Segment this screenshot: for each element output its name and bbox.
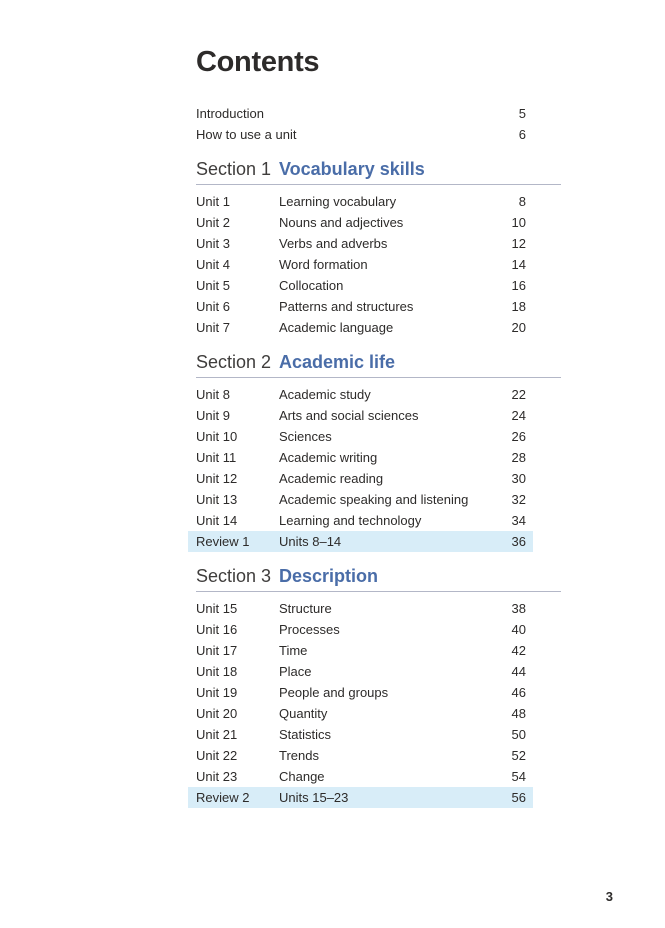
unit-title: Structure (279, 601, 332, 616)
section-title: Vocabulary skills (279, 159, 425, 179)
unit-page: 26 (511, 429, 526, 444)
unit-page: 40 (511, 622, 526, 637)
unit-label: Unit 3 (196, 236, 230, 251)
unit-page: 48 (511, 706, 526, 721)
unit-title: Quantity (279, 706, 328, 721)
section-label: Section 2 (196, 352, 272, 372)
unit-title: Sciences (279, 429, 332, 444)
unit-row (188, 384, 533, 405)
unit-title: Word formation (279, 257, 368, 272)
unit-title: Statistics (279, 727, 332, 742)
unit-label: Unit 6 (196, 299, 230, 314)
unit-title: Units 8–14 (279, 534, 342, 549)
unit-title: Processes (279, 622, 340, 637)
unit-label: Unit 16 (196, 622, 238, 637)
unit-label: Unit 5 (196, 278, 230, 293)
front-matter-label: Introduction (196, 106, 264, 121)
unit-row (188, 489, 533, 510)
unit-row (188, 640, 533, 661)
sections-container (196, 158, 665, 808)
unit-title: Learning vocabulary (279, 194, 397, 209)
unit-label: Unit 1 (196, 194, 230, 209)
unit-label: Unit 22 (196, 748, 238, 763)
unit-label: Unit 19 (196, 685, 238, 700)
section-rule (196, 377, 561, 378)
unit-page: 8 (518, 194, 526, 209)
section-label: Section 1 (196, 159, 272, 179)
section-heading (196, 565, 665, 587)
unit-row (188, 275, 533, 296)
unit-page: 42 (511, 643, 526, 658)
unit-page: 20 (511, 320, 526, 335)
unit-label: Unit 13 (196, 492, 238, 507)
front-matter-page: 6 (518, 127, 526, 142)
section-title: Academic life (279, 352, 396, 372)
unit-label: Unit 12 (196, 471, 238, 486)
section-rows (196, 598, 665, 808)
unit-page: 16 (511, 278, 526, 293)
front-matter-row (188, 103, 533, 124)
unit-label: Review 1 (196, 534, 250, 549)
section-rows (196, 191, 665, 338)
unit-row (188, 598, 533, 619)
section-rule (196, 591, 561, 592)
unit-row (188, 510, 533, 531)
unit-row (188, 619, 533, 640)
unit-label: Unit 14 (196, 513, 238, 528)
section-rows (196, 384, 665, 552)
review-row (188, 787, 533, 808)
unit-page: 28 (511, 450, 526, 465)
unit-label: Unit 10 (196, 429, 238, 444)
unit-page: 38 (511, 601, 526, 616)
unit-page: 10 (511, 215, 526, 230)
unit-title: Change (279, 769, 325, 784)
unit-page: 56 (511, 790, 526, 805)
toc-section (196, 158, 665, 338)
unit-row (188, 254, 533, 275)
unit-label: Unit 15 (196, 601, 238, 616)
unit-row (188, 724, 533, 745)
unit-title: Arts and social sciences (279, 408, 419, 423)
section-title: Description (279, 566, 379, 586)
unit-title: Collocation (279, 278, 344, 293)
unit-row (188, 766, 533, 787)
unit-label: Unit 9 (196, 408, 230, 423)
unit-page: 18 (511, 299, 526, 314)
unit-page: 30 (511, 471, 526, 486)
unit-label: Unit 11 (196, 450, 237, 465)
front-matter-row (188, 124, 533, 145)
unit-label: Unit 21 (196, 727, 238, 742)
unit-page: 34 (511, 513, 526, 528)
unit-row (188, 426, 533, 447)
unit-row (188, 745, 533, 766)
section-label: Section 3 (196, 566, 272, 586)
unit-row (188, 212, 533, 233)
unit-title: Place (279, 664, 312, 679)
unit-page: 22 (511, 387, 526, 402)
unit-row (188, 447, 533, 468)
unit-page: 14 (511, 257, 526, 272)
unit-label: Unit 8 (196, 387, 230, 402)
unit-title: Patterns and structures (279, 299, 414, 314)
unit-label: Unit 2 (196, 215, 230, 230)
unit-page: 44 (511, 664, 526, 679)
toc-section (196, 565, 665, 808)
front-matter-label: How to use a unit (196, 127, 297, 142)
unit-row (188, 233, 533, 254)
unit-row (188, 405, 533, 426)
unit-row (188, 661, 533, 682)
unit-title: Nouns and adjectives (279, 215, 404, 230)
unit-row (188, 703, 533, 724)
front-matter-list (196, 103, 665, 145)
unit-page: 50 (511, 727, 526, 742)
unit-label: Unit 23 (196, 769, 238, 784)
unit-row (188, 468, 533, 489)
unit-label: Review 2 (196, 790, 250, 805)
folio-page-number: 3 (605, 889, 613, 904)
unit-title: Academic speaking and listening (279, 492, 469, 507)
unit-page: 32 (511, 492, 526, 507)
unit-title: Academic writing (279, 450, 378, 465)
unit-page: 24 (511, 408, 526, 423)
unit-row (188, 682, 533, 703)
page-title: Contents (196, 46, 320, 78)
unit-title: Academic study (279, 387, 371, 402)
unit-title: Learning and technology (279, 513, 422, 528)
unit-label: Unit 7 (196, 320, 230, 335)
unit-page: 46 (511, 685, 526, 700)
unit-row (188, 317, 533, 338)
section-heading (196, 158, 665, 180)
front-matter-page: 5 (518, 106, 526, 121)
review-row (188, 531, 533, 552)
unit-page: 36 (511, 534, 526, 549)
unit-title: Trends (279, 748, 319, 763)
unit-page: 12 (511, 236, 526, 251)
unit-page: 52 (511, 748, 526, 763)
unit-title: Units 15–23 (279, 790, 349, 805)
section-rule (196, 184, 561, 185)
unit-row (188, 296, 533, 317)
unit-label: Unit 20 (196, 706, 238, 721)
unit-row (188, 191, 533, 212)
unit-label: Unit 4 (196, 257, 230, 272)
unit-title: Academic reading (279, 471, 384, 486)
unit-title: Academic language (279, 320, 394, 335)
unit-title: People and groups (279, 685, 389, 700)
unit-label: Unit 18 (196, 664, 238, 679)
unit-title: Verbs and adverbs (279, 236, 388, 251)
unit-page: 54 (511, 769, 526, 784)
unit-label: Unit 17 (196, 643, 238, 658)
toc-section (196, 351, 665, 552)
section-heading (196, 351, 665, 373)
unit-title: Time (279, 643, 308, 658)
